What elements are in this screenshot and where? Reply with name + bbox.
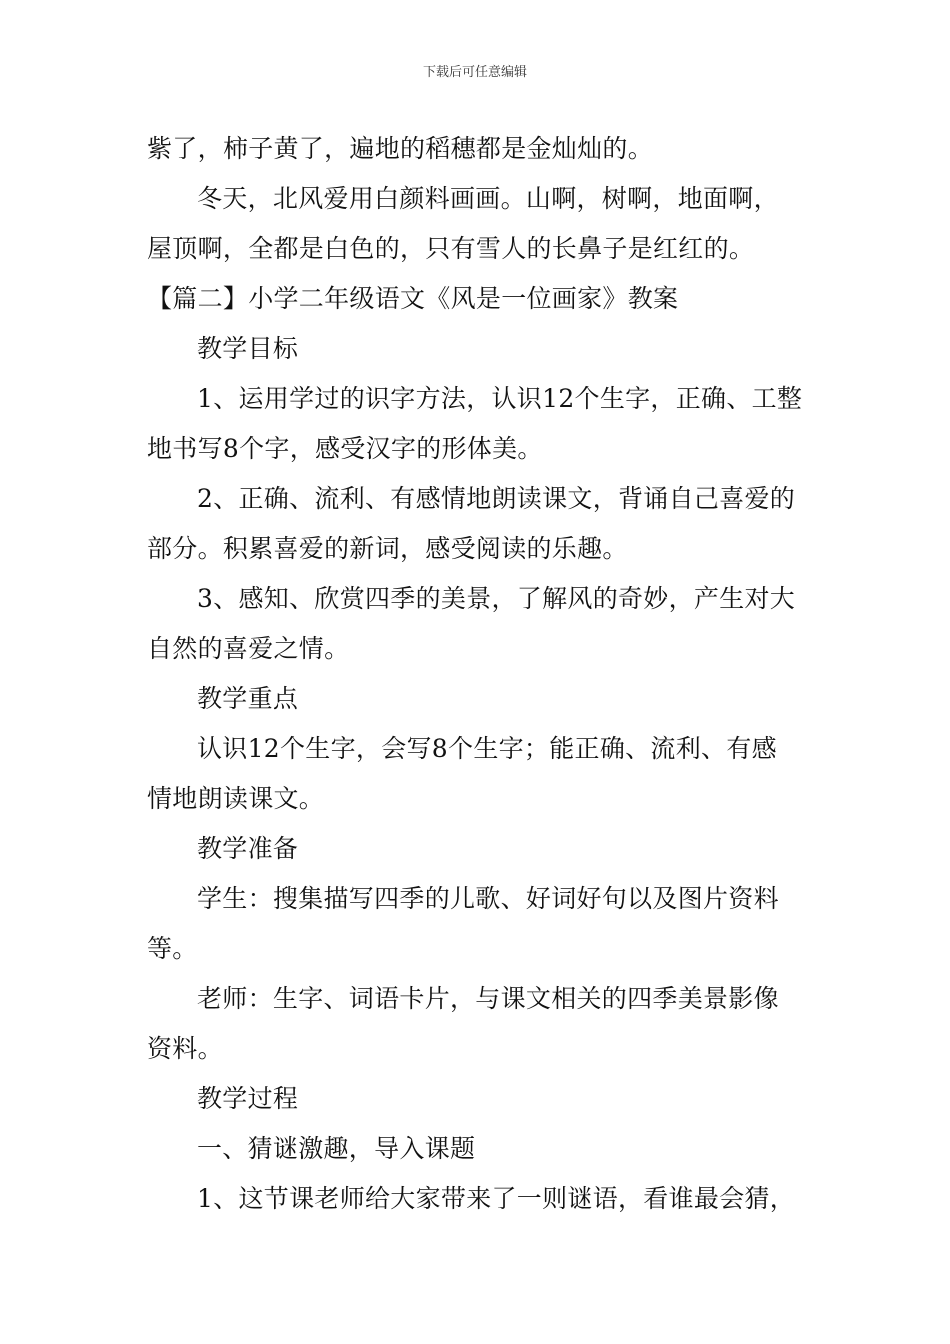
paragraph-line: 学生：搜集描写四季的儿歌、好词好句以及图片资料	[197, 884, 779, 913]
subheading-preparation: 教学准备	[197, 834, 299, 863]
paragraph-line: 地书写8个字，感受汉字的形体美。	[147, 434, 543, 463]
paragraph-line: 情地朗读课文。	[147, 784, 325, 813]
paragraph-line: 2、正确、流利、有感情地朗读课文，背诵自己喜爱的	[197, 484, 796, 513]
paragraph-line: 冬天，北风爱用白颜料画画。山啊，树啊，地面啊，	[197, 184, 779, 213]
paragraph-line: 紫了，柿子黄了，遍地的稻穗都是金灿灿的。	[147, 134, 654, 163]
paragraph-line: 屋顶啊，全都是白色的，只有雪人的长鼻子是红红的。	[147, 234, 755, 263]
paragraph-line: 自然的喜爱之情。	[147, 634, 350, 663]
paragraph-line: 1、这节课老师给大家带来了一则谜语，看谁最会猜，	[197, 1184, 796, 1213]
paragraph-line: 认识12个生字，会写8个生字；能正确、流利、有感	[197, 734, 777, 763]
subheading-process: 教学过程	[197, 1084, 299, 1113]
paragraph-line: 1、运用学过的识字方法，认识12个生字，正确、工整	[197, 384, 803, 413]
paragraph-line: 资料。	[147, 1034, 223, 1063]
document-body	[147, 124, 807, 1224]
paragraph-line: 3、感知、欣赏四季的美景，了解风的奇妙，产生对大	[197, 584, 796, 613]
paragraph-line: 老师：生字、词语卡片，与课文相关的四季美景影像	[197, 984, 779, 1013]
paragraph-line: 一、猜谜激趣，导入课题	[197, 1134, 476, 1163]
subheading-key-points: 教学重点	[197, 684, 299, 713]
page-header-note: 下载后可任意编辑	[422, 65, 527, 80]
paragraph-line: 等。	[147, 934, 198, 963]
subheading-teaching-goals: 教学目标	[197, 334, 299, 363]
paragraph-line: 部分。积累喜爱的新词，感受阅读的乐趣。	[147, 534, 628, 563]
section-heading: 【篇二】小学二年级语文《风是一位画家》教案	[147, 284, 679, 313]
